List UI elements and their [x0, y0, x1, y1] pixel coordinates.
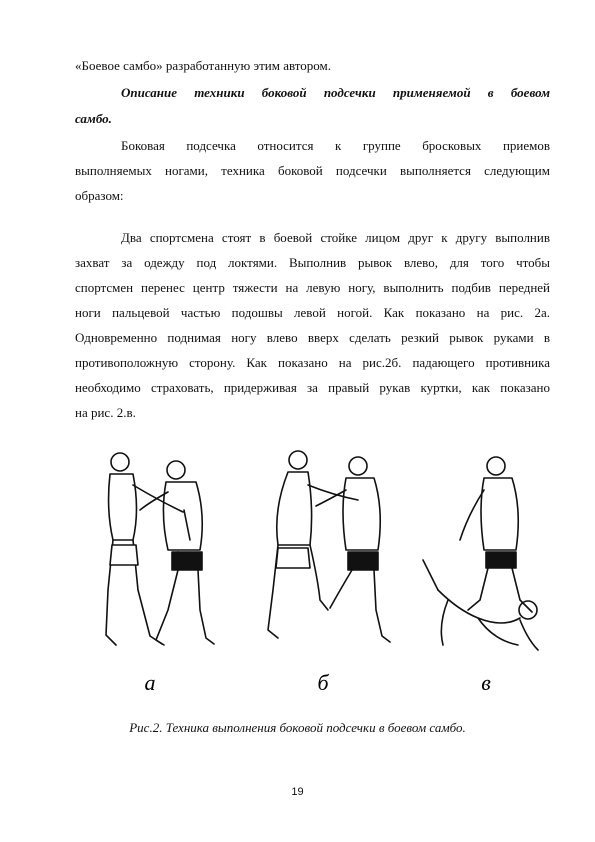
- paragraph-line: на рис. 2.в.: [75, 405, 136, 420]
- figure-caption: Рис.2. Техника выполнения боковой подсечки в боевом самбо.: [129, 720, 466, 735]
- figure-label-b: б: [317, 670, 329, 695]
- paragraph-line: необходимо страховать, придерживая за правый рукав куртки, как показано: [75, 380, 550, 395]
- figure-panel-b: [268, 451, 390, 642]
- intro-line: «Боевое самбо» разработанную этим автором.: [75, 58, 332, 73]
- paragraph-line: Одновременно поднимая ногу влево вверх сделать резкий рывок руками в: [75, 330, 550, 345]
- sambo-technique-figure: [88, 440, 558, 710]
- paragraph-line: ноги пальцевой частью подошвы левой ногой. Как показано на рис. 2а.: [75, 305, 550, 320]
- figure-panel-c: [423, 457, 538, 650]
- paragraph-line: захват за одежду под локтями. Выполнив рывок влево, для того чтобы: [75, 255, 550, 270]
- section-heading-cont: самбо.: [75, 111, 112, 126]
- figure-label-c: в: [481, 670, 491, 695]
- paragraph-line: противоположную сторону. Как показано на рис.2б. падающего противника: [75, 355, 550, 370]
- figure-label-a: а: [144, 670, 156, 695]
- paragraph-line: выполняемых ногами, техника боковой подсечки выполняется следующим: [75, 163, 550, 178]
- paragraph-line: спортсмен перенес центр тяжести на левую ногу, выполнить подбив передней: [75, 280, 550, 295]
- figure-panel-a: [106, 453, 214, 645]
- paragraph-line: Боковая подсечка относится к группе бросковых приемов: [121, 138, 550, 153]
- page-number: 19: [291, 786, 304, 798]
- paragraph-line: образом:: [75, 188, 124, 203]
- figure-drawing: [88, 440, 558, 710]
- paragraph-line: Два спортсмена стоят в боевой стойке лицом друг к другу выполнив: [121, 230, 550, 245]
- section-heading: Описание техники боковой подсечки применяемой в боевом: [121, 85, 550, 100]
